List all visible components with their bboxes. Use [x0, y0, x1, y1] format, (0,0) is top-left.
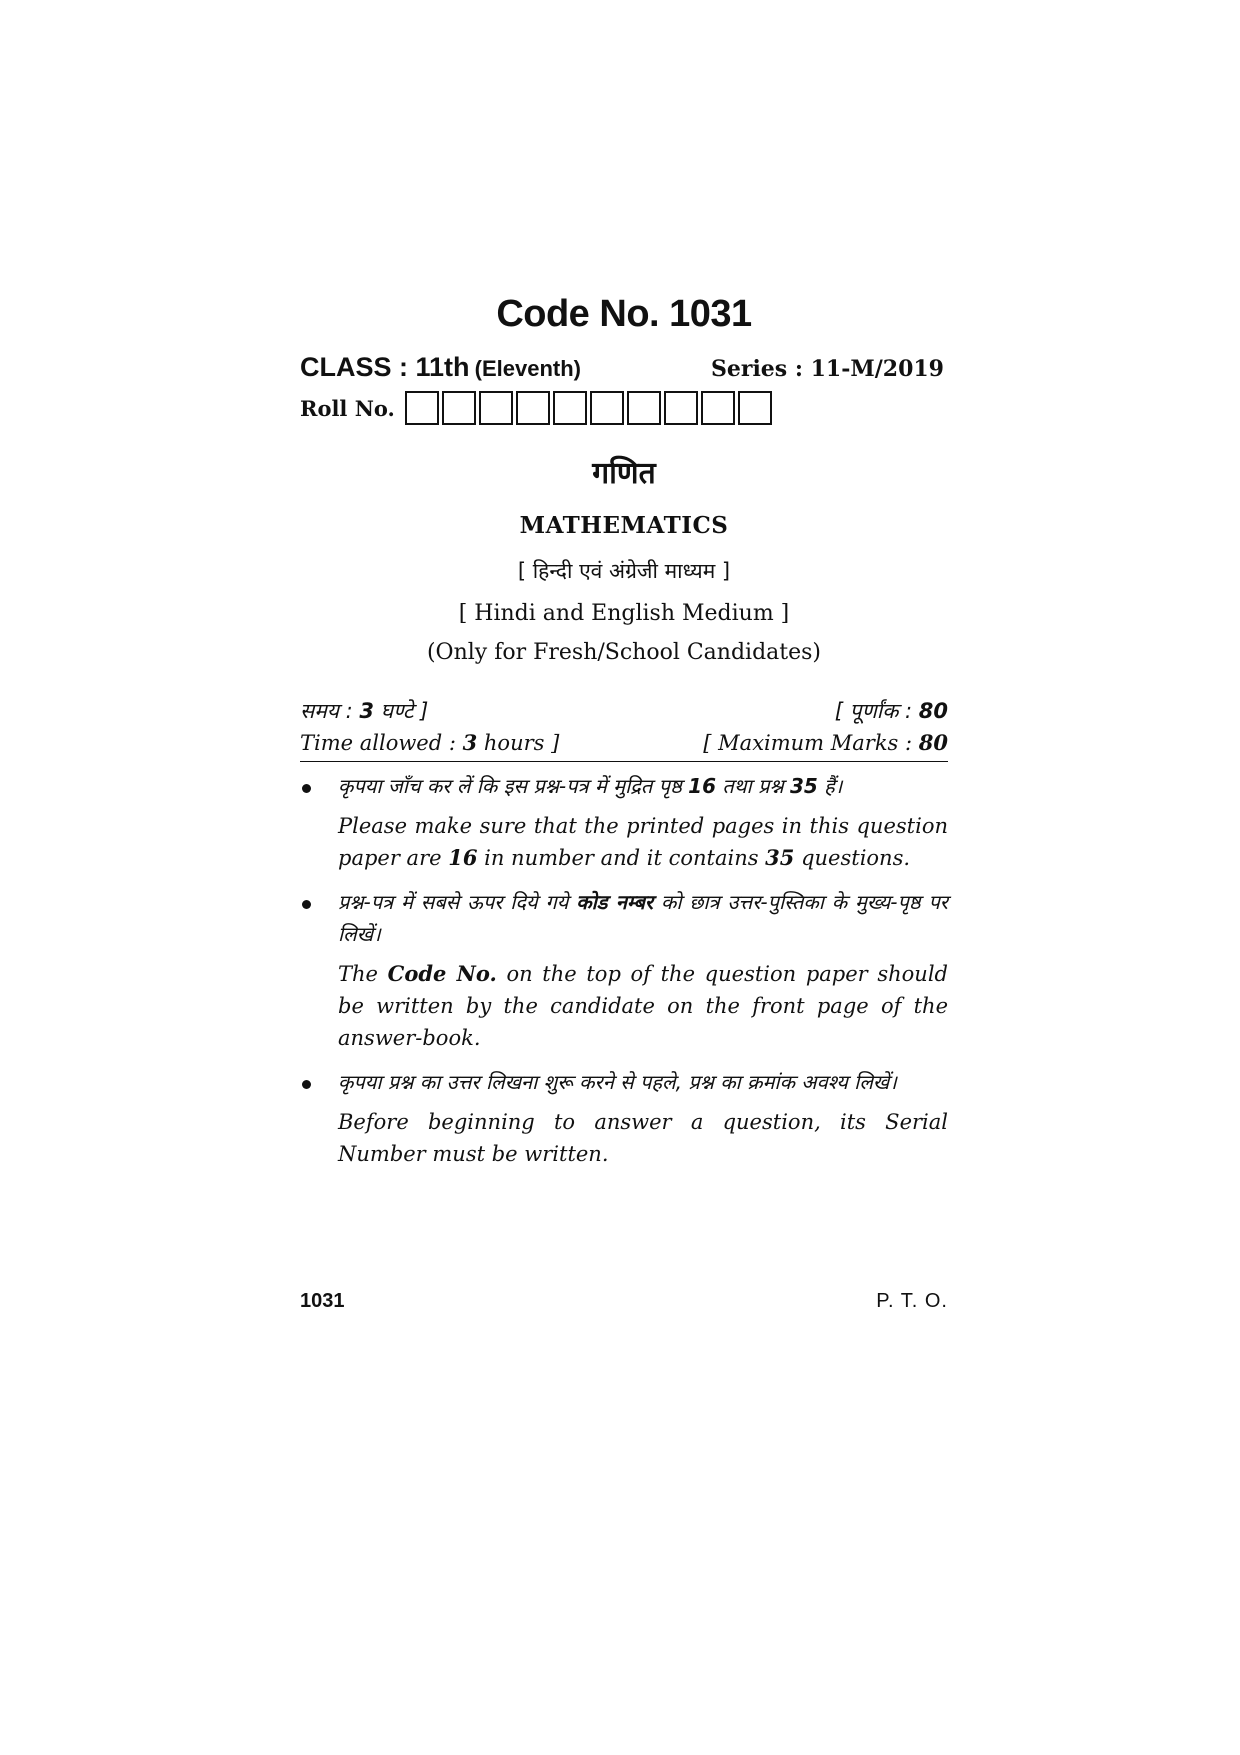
instruction-hindi: [338, 770, 948, 802]
instruction-hindi: [338, 886, 948, 950]
time-hindi: [300, 695, 428, 727]
instruction-text: तथा प्रश्न: [716, 774, 790, 798]
instruction-text: in number and it contains: [477, 846, 766, 870]
candidates-note: (Only for Fresh/School Candidates): [426, 640, 822, 665]
marks-hindi-value: 80: [918, 699, 948, 723]
time-hindi-value: 3: [359, 699, 374, 723]
instruction-text: प्रश्न-पत्र में सबसे ऊपर दिये गये: [338, 890, 577, 914]
instruction-bold: 16: [448, 845, 478, 870]
time-hindi-label: समय :: [300, 699, 360, 723]
instruction-item: [300, 886, 948, 1054]
bullet-icon: [302, 900, 311, 909]
bullet-icon: [302, 784, 311, 793]
instruction-english: [338, 958, 948, 1054]
instruction-bold: 35: [765, 845, 795, 870]
roll-number-box[interactable]: [701, 391, 735, 425]
subject-title-hindi: गणित: [592, 456, 656, 491]
roll-number-box[interactable]: [738, 391, 772, 425]
instruction-text: हैं।: [817, 774, 843, 798]
roll-number-box[interactable]: [479, 391, 513, 425]
time-marks-block: [300, 695, 948, 762]
roll-number-box[interactable]: [590, 391, 624, 425]
roll-number-box[interactable]: [627, 391, 661, 425]
roll-number-box[interactable]: [405, 391, 439, 425]
instruction-text: Please make sure that the printed pages in this question paper are: [338, 814, 948, 870]
time-english: [300, 727, 559, 759]
marks-hindi-label: [ पूर्णांक :: [834, 699, 919, 723]
roll-number-boxes: [405, 391, 775, 425]
marks-english-label: [ Maximum Marks :: [703, 731, 919, 755]
instruction-text: The: [338, 962, 388, 986]
instruction-text: कृपया जाँच कर लें कि इस प्रश्न-पत्र में मुद्रित पृष्ठ: [338, 774, 689, 798]
instruction-hindi: कृपया प्रश्न का उत्तर लिखना शुरू करने से पहले, प्रश्न का क्रमांक अवश्य लिखें।: [338, 1070, 897, 1094]
instruction-english: Before beginning to answer a question, its Serial Number must be written.: [338, 1110, 948, 1166]
instruction-text: questions.: [794, 846, 911, 870]
subject-title-english: MATHEMATICS: [519, 512, 729, 539]
instruction-bold: 35: [789, 774, 818, 798]
time-english-value: 3: [462, 730, 478, 755]
page-footer: [300, 1290, 948, 1313]
bullet-icon: [302, 1080, 311, 1089]
marks-english: [703, 727, 948, 759]
medium-english: [ Hindi and English Medium ]: [458, 601, 790, 626]
instruction-english: [338, 810, 948, 874]
series-label: Series : 11-M/2019: [710, 356, 944, 382]
instruction-bold: कोड नम्बर: [576, 890, 654, 914]
roll-number-label: Roll No.: [300, 395, 395, 421]
time-english-unit: hours ]: [477, 731, 560, 755]
code-number-title: Code No. 1031: [496, 293, 752, 335]
instruction-bold: Code No.: [387, 961, 497, 986]
marks-hindi: [835, 695, 948, 727]
instruction-bold: 16: [688, 774, 717, 798]
marks-english-value: 80: [918, 730, 948, 755]
instruction-text: on the top of the question paper should be written by the candidate on the front page of the answer-book.: [338, 962, 948, 1050]
time-marks-hindi: [300, 695, 948, 727]
class-label: CLASS : 11th: [300, 352, 470, 382]
roll-number-box[interactable]: [442, 391, 476, 425]
medium-hindi: [ हिन्दी एवं अंग्रेजी माध्यम ]: [517, 559, 731, 583]
instruction-text: को छात्र उत्तर-पुस्तिका के मुख्य-पृष्ठ पर लिखें।: [338, 890, 948, 946]
class-sublabel: (Eleventh): [474, 356, 581, 381]
roll-number-box[interactable]: [553, 391, 587, 425]
instruction-item: [300, 1066, 948, 1170]
time-hindi-unit: घण्टे ]: [374, 699, 429, 723]
class-series-row: [300, 352, 948, 383]
time-marks-english: [300, 727, 948, 762]
instruction-item: [300, 770, 948, 874]
time-english-label: Time allowed :: [300, 731, 463, 755]
footer-code: 1031: [300, 1290, 345, 1312]
roll-number-box[interactable]: [664, 391, 698, 425]
question-paper-cover: [300, 290, 948, 1182]
roll-number-row: [300, 391, 948, 425]
class-info: [300, 352, 581, 383]
instructions-list: [300, 770, 948, 1170]
roll-number-box[interactable]: [516, 391, 550, 425]
please-turn-over: P. T. O.: [876, 1290, 948, 1312]
